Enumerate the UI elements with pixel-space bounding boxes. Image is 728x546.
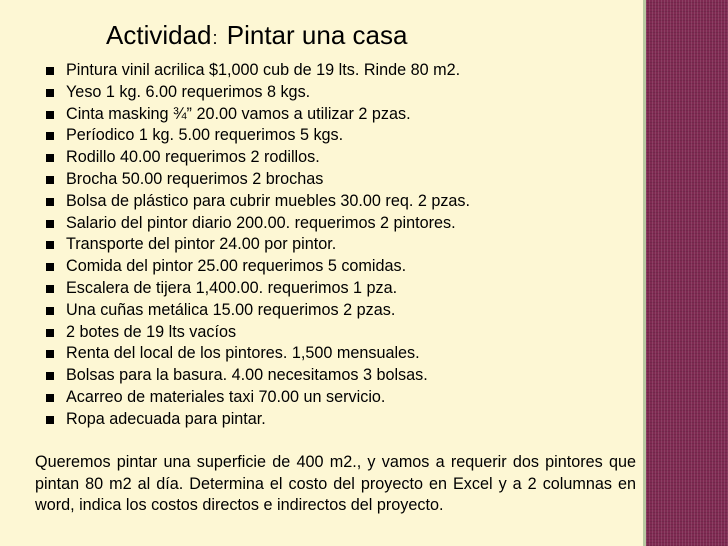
square-bullet-icon [46, 307, 54, 315]
list-item [44, 278, 470, 300]
list-item-text: Salario del pintor diario 200.00. requerimos 2 pintores. [66, 213, 456, 232]
square-bullet-icon [46, 154, 54, 162]
list-item [44, 213, 470, 235]
list-item [44, 256, 470, 278]
list-item-text: Cinta masking ¾” 20.00 vamos a utilizar 2 pzas. [66, 104, 411, 123]
list-item-text: 2 botes de 19 lts vacíos [66, 322, 237, 341]
list-item [44, 125, 470, 147]
list-item-text: Rodillo 40.00 requerimos 2 rodillos. [66, 148, 320, 167]
list-item-text: Bolsas para la basura. 4.00 necesitamos 3 bolsas. [66, 366, 428, 385]
square-bullet-icon [46, 220, 54, 228]
square-bullet-icon [46, 329, 54, 337]
title-text: Pintar una casa [226, 20, 408, 50]
list-item [44, 60, 470, 82]
list-item-text: Renta del local de los pintores. 1,500 mensuales. [66, 344, 420, 363]
list-item-text: Comida del pintor 25.00 requerimos 5 comidas. [66, 257, 407, 276]
list-item [44, 191, 470, 213]
square-bullet-icon [46, 350, 54, 358]
square-bullet-icon [46, 394, 54, 402]
list-item-text: Bolsa de plástico para cubrir muebles 30.00 req. 2 pzas. [66, 191, 471, 210]
square-bullet-icon [46, 111, 54, 119]
title-separator: : [212, 28, 218, 48]
list-item-text: Períodico 1 kg. 5.00 requerimos 5 kgs. [66, 126, 344, 145]
square-bullet-icon [46, 241, 54, 249]
list-item-text: Pintura vinil acrilica $1,000 cub de 19 lts. Rinde 80 m2. [66, 61, 461, 79]
list-item-text: Acarreo de materiales taxi 70.00 un servicio. [66, 387, 386, 406]
list-item-text: Una cuñas metálica 15.00 requerimos 2 pzas. [66, 300, 396, 319]
list-item [44, 322, 470, 344]
square-bullet-icon [46, 132, 54, 140]
list-item [44, 147, 470, 169]
square-bullet-icon [46, 176, 54, 184]
list-item [44, 104, 470, 126]
square-bullet-icon [46, 67, 54, 75]
list-item [44, 409, 470, 431]
list-item-text: Escalera de tijera 1,400.00. requerimos 1 pza. [66, 278, 398, 297]
square-bullet-icon [46, 198, 54, 206]
square-bullet-icon [46, 263, 54, 271]
task-description: Queremos pintar una superficie de 400 m2., y vamos a requerir dos pintores que pintan 80 m2 al día. Determina el costo del proyecto en Excel y a 2 columnas en word, indica los costos directos e indirectos del proyecto. [35, 453, 636, 514]
list-item [44, 169, 470, 191]
list-item-text: Ropa adecuada para pintar. [66, 409, 266, 428]
list-item [44, 300, 470, 322]
square-bullet-icon [46, 285, 54, 293]
list-item [44, 365, 470, 387]
list-item [44, 343, 470, 365]
slide-title [106, 20, 407, 51]
side-decorative-band [646, 0, 728, 546]
title-label: Actividad [106, 20, 212, 50]
square-bullet-icon [46, 416, 54, 424]
square-bullet-icon [46, 89, 54, 97]
list-item-text: Brocha 50.00 requerimos 2 brochas [66, 169, 324, 188]
list-item [44, 387, 470, 409]
list-item [44, 234, 470, 256]
requirements-list [44, 60, 470, 431]
list-item-text: Transporte del pintor 24.00 por pintor. [66, 235, 337, 254]
list-item [44, 82, 470, 104]
square-bullet-icon [46, 372, 54, 380]
list-item-text: Yeso 1 kg. 6.00 requerimos 8 kgs. [66, 82, 311, 101]
